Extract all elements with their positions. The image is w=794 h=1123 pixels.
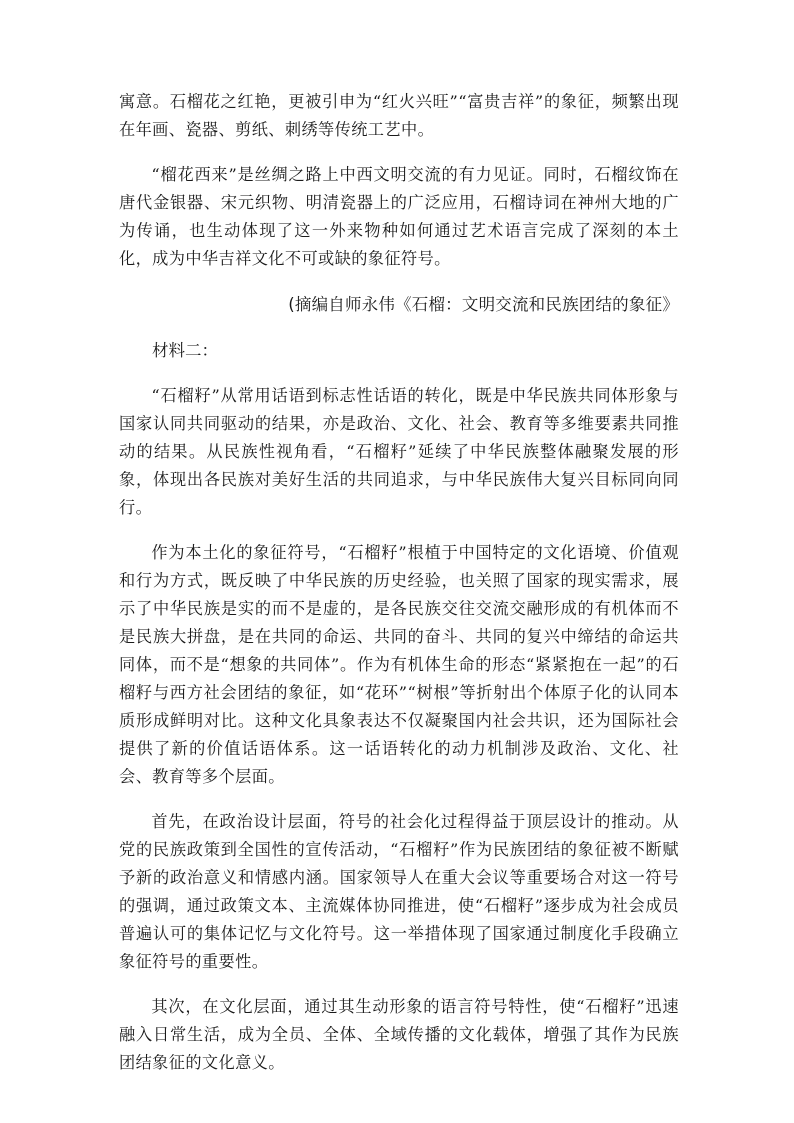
paragraph-silk-road: “榴花西来”是丝绸之路上中西文明交流的有力见证。同时，石榴纹饰在唐代金银器、宋元织物、明清瓷器上的广泛应用，石榴诗词在神州大地的广为传诵，也生动体现了这一外来物种如何通过艺术语言完成了深刻的本土化，成为中华吉祥文化不可或缺的象征符号。 xyxy=(119,165,679,268)
source-citation: (摘编自师永伟《石榴：文明交流和民族团结的象征》 xyxy=(288,295,679,314)
paragraph-4: 其次，在文化层面，通过其生动形象的语言符号特性，使“石榴籽”迅速融入日常生活，成为全员、全体、全域传播的文化载体，增强了其作为民族团结象征的文化意义。 xyxy=(119,997,679,1072)
paragraph-3: 首先，在政治设计层面，符号的社会化过程得益于顶层设计的推动。从党的民族政策到全国性的宣传活动，“石榴籽”作为民族团结的象征被不断赋予新的政治意义和情感内涵。国家领导人在重大会议等重要场合对这一符号的强调，通过政策文本、主流媒体协同推进，使“石榴籽”逐步成为社会成员普遍认可的集体记忆与文化符号。这一举措体现了国家通过制度化手段确立象征符号的重要性。 xyxy=(119,812,679,971)
material-two-heading: 材料二： xyxy=(152,341,218,360)
paragraph-2: 作为本土化的象征符号，“石榴籽”根植于中国特定的文化语境、价值观和行为方式，既反映了中华民族的历史经验，也关照了国家的现实需求，展示了中华民族是实的而不是虚的，是各民族交往交流交融形成的有机体而不是民族大拼盘，是在共同的命运、共同的奋斗、共同的复兴中缔结的命运共同体，而不是“想象的共同体”。作为有机体生命的形态“紧紧抱在一起”的石榴籽与西方社会团结的象征，如“花环”“树根”等折射出个体原子化的认同本质形成鲜明对比。这种文化具象表达不仅凝聚国内社会共识，还为国际社会提供了新的价值话语体系。这一话语转化的动力机制涉及政治、文化、社会、教育等多个层面。 xyxy=(119,543,679,786)
document-page xyxy=(119,88,679,1077)
paragraph-1: “石榴籽”从常用话语到标志性话语的转化，既是中华民族共同体形象与国家认同共同驱动的结果，亦是政治、文化、社会、教育等多维要素共同推动的结果。从民族性视角看，“石榴籽”延续了中华民族整体融聚发展的形象，体现出各民族对美好生活的共同追求，与中华民族伟大复兴目标同向同行。 xyxy=(119,386,679,517)
paragraph-intro: 寓意。石榴花之红艳，更被引申为“红火兴旺”“富贵吉祥”的象征，频繁出现在年画、瓷器、剪纸、刺绣等传统工艺中。 xyxy=(119,92,679,139)
